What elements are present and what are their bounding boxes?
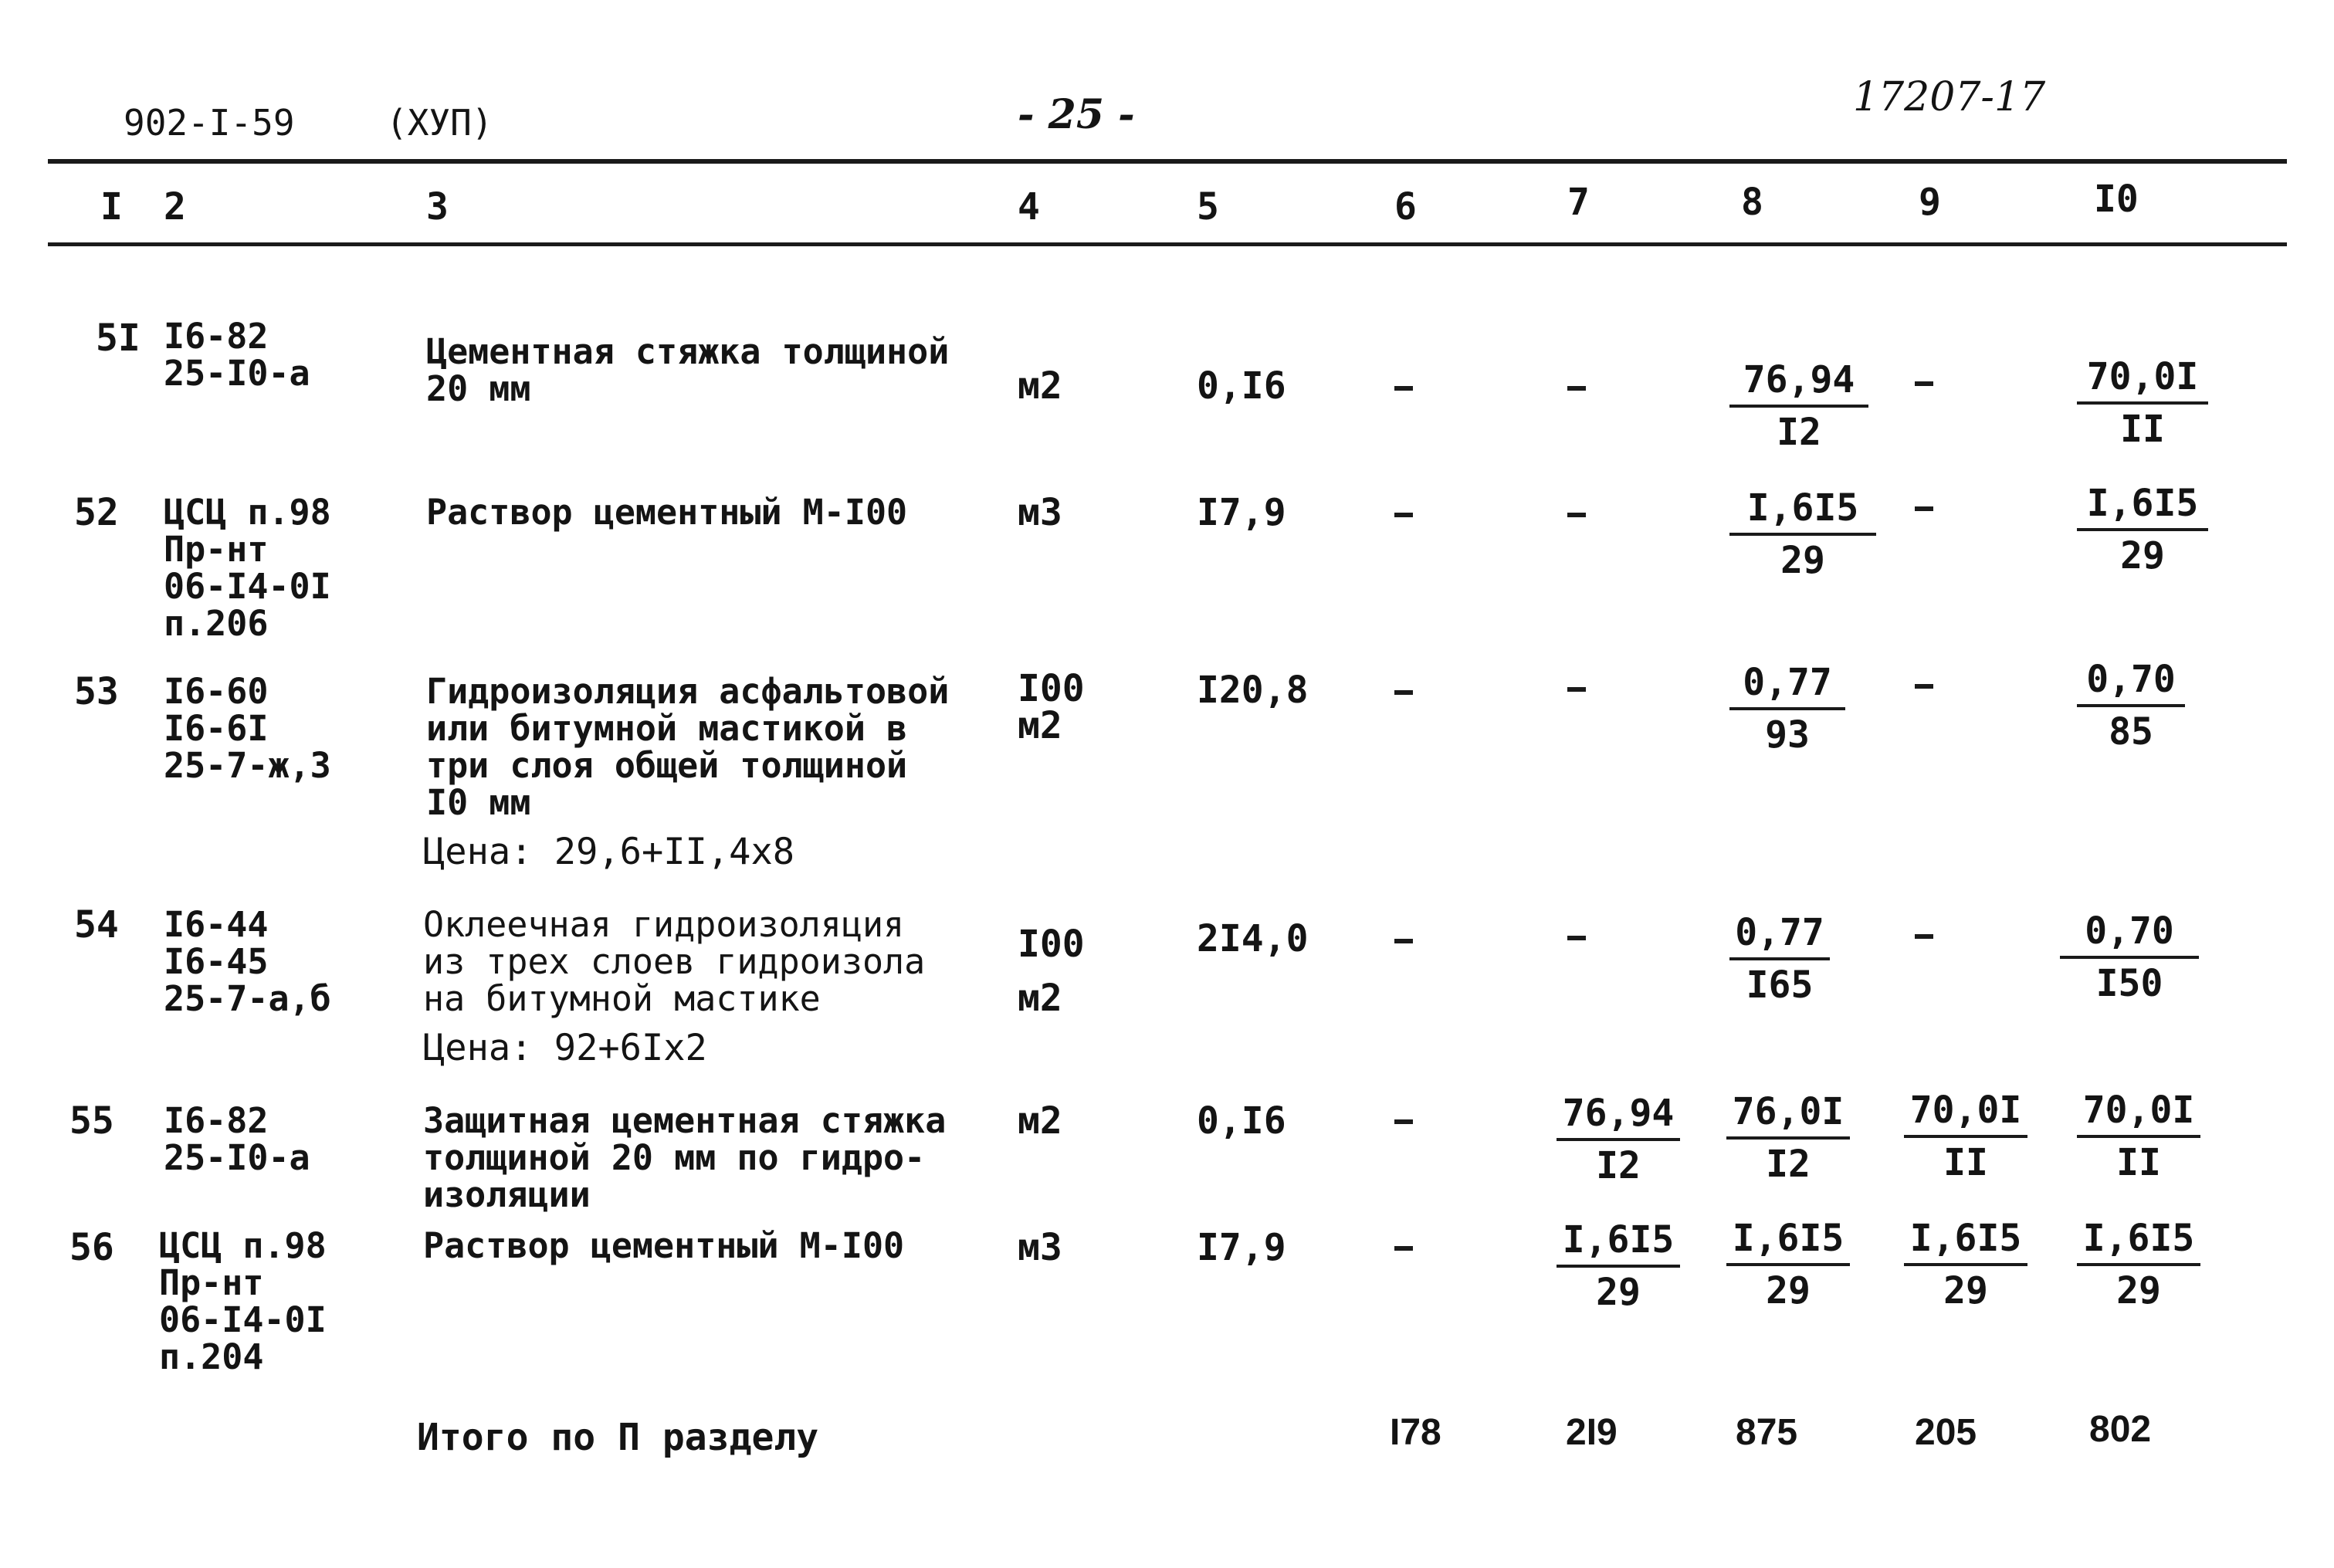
section-code: (XУП) — [386, 102, 493, 144]
price-fraction — [2077, 479, 2208, 581]
fraction-numerator: 76,94 — [1729, 355, 1868, 408]
row-number: 54 — [74, 903, 119, 947]
fraction-numerator: 76,94 — [1557, 1089, 1680, 1141]
column-header-8: 8 — [1741, 181, 1763, 224]
fraction-numerator: 70,0I — [2077, 352, 2208, 405]
norm-code: I6-44 I6-45 25-7-а,б — [164, 904, 331, 1019]
fraction-denominator: II — [1943, 1141, 1988, 1184]
fraction-numerator: 0,77 — [1729, 658, 1845, 710]
price-fraction — [2077, 655, 2185, 757]
price-fraction — [1729, 483, 1876, 585]
fraction-denominator: I65 — [1746, 963, 1814, 1007]
column-header-3: 3 — [426, 185, 449, 229]
fraction-numerator: I,6I5 — [2077, 1214, 2200, 1266]
fraction-denominator: 29 — [1943, 1269, 1988, 1312]
unit: м2 — [1018, 364, 1062, 408]
unit: I00 м2 — [1018, 923, 1085, 1020]
fraction-denominator: 93 — [1765, 713, 1810, 757]
work-name: Цементная стяжка толщиной 20 мм — [426, 331, 950, 409]
quantity: 2I4,0 — [1197, 917, 1309, 960]
row-number: 52 — [74, 491, 119, 534]
row-number: 5I — [96, 317, 141, 360]
row-number: 56 — [69, 1226, 114, 1269]
price-fraction — [1557, 1089, 1680, 1190]
empty-dash — [1915, 506, 1933, 511]
column-header-9: 9 — [1919, 181, 1941, 224]
fraction-denominator: II — [2120, 408, 2165, 451]
fraction-denominator: I50 — [2095, 962, 2163, 1005]
empty-dash — [1394, 386, 1413, 391]
fraction-numerator: I,6I5 — [2077, 479, 2208, 531]
empty-dash — [1915, 381, 1933, 386]
norm-code: ЦСЦ п.98 Пр-нт 06-I4-0I п.206 — [164, 492, 331, 644]
quantity: 0,I6 — [1197, 1099, 1286, 1143]
row-number: 53 — [74, 670, 119, 713]
column-header-10: I0 — [2094, 178, 2139, 221]
fraction-denominator: 29 — [2120, 534, 2165, 577]
norm-code: I6-82 25-I0-a — [164, 316, 310, 394]
price-fraction — [1904, 1085, 2027, 1187]
price-formula: Цена: 29,6+II,4x8 — [423, 831, 795, 873]
total-col-8: 875 — [1736, 1412, 1798, 1453]
price-fraction — [1904, 1214, 2027, 1316]
work-name: Гидроизоляция асфальтовой или битумной мастикой в три слоя общей толщиной I0 мм — [426, 671, 950, 823]
work-name: Раствор цементный М-I00 — [426, 492, 908, 533]
quantity: 0,I6 — [1197, 364, 1286, 408]
price-fraction — [1726, 1087, 1850, 1189]
fraction-denominator: 29 — [1596, 1271, 1641, 1314]
fraction-denominator: 29 — [1766, 1269, 1811, 1312]
column-header-2: 2 — [164, 185, 186, 229]
fraction-numerator: 0,70 — [2060, 906, 2199, 959]
fraction-denominator: 29 — [2116, 1269, 2161, 1312]
total-col-9: 205 — [1915, 1412, 1977, 1453]
column-header-5: 5 — [1197, 185, 1219, 229]
column-header-1: I — [100, 185, 123, 229]
empty-dash — [1567, 936, 1586, 940]
fraction-denominator: 85 — [2109, 710, 2153, 754]
work-name: Раствор цементный М-I00 — [423, 1225, 905, 1266]
price-formula: Цена: 92+6Ix2 — [423, 1027, 707, 1069]
empty-dash — [1394, 1119, 1413, 1124]
unit: м3 — [1018, 1226, 1062, 1269]
unit: м2 — [1018, 1099, 1062, 1143]
norm-code: I6-82 25-I0-a — [164, 1100, 310, 1178]
quantity: I7,9 — [1197, 491, 1286, 534]
quantity: I20,8 — [1197, 669, 1309, 712]
fraction-numerator: I,6I5 — [1729, 483, 1876, 536]
work-name: Оклеечная гидроизоляция из трех слоев гидроизола на битумной мастике — [423, 904, 926, 1019]
quantity: I7,9 — [1197, 1226, 1286, 1269]
unit: I00 м2 — [1018, 667, 1085, 747]
fraction-numerator: 76,0I — [1726, 1087, 1850, 1140]
price-fraction — [1726, 1214, 1850, 1316]
fraction-numerator: 0,70 — [2077, 655, 2185, 707]
price-fraction — [2077, 352, 2208, 454]
empty-dash — [1567, 386, 1586, 391]
price-fraction — [1557, 1215, 1680, 1317]
work-name: Защитная цементная стяжка толщиной 20 мм по гидро- изоляции — [423, 1100, 947, 1215]
price-fraction — [1729, 658, 1845, 760]
total-col-10: 802 — [2089, 1409, 2152, 1450]
empty-dash — [1567, 513, 1586, 517]
fraction-numerator: 70,0I — [2077, 1085, 2200, 1138]
fraction-numerator: 0,77 — [1729, 908, 1830, 960]
norm-code: I6-60 I6-6I 25-7-ж,3 — [164, 671, 331, 786]
column-header-6: 6 — [1394, 185, 1417, 229]
page-number: - 25 - — [1018, 91, 1135, 138]
header-rule-top — [48, 159, 2287, 164]
price-fraction — [2077, 1214, 2200, 1316]
empty-dash — [1567, 687, 1586, 692]
total-col-6: I78 — [1390, 1412, 1441, 1453]
fraction-denominator: I2 — [1777, 411, 1821, 454]
fraction-denominator: I2 — [1596, 1144, 1641, 1187]
fraction-numerator: 70,0I — [1904, 1085, 2027, 1138]
empty-dash — [1394, 513, 1413, 517]
document-code: 902-I-59 — [124, 102, 295, 144]
unit: м3 — [1018, 491, 1062, 534]
column-header-4: 4 — [1018, 185, 1040, 229]
price-fraction — [2077, 1085, 2200, 1187]
empty-dash — [1915, 684, 1933, 689]
fraction-numerator: I,6I5 — [1557, 1215, 1680, 1268]
header-rule-bottom — [48, 242, 2287, 246]
empty-dash — [1394, 690, 1413, 695]
price-fraction — [1729, 355, 1868, 457]
price-fraction — [1729, 908, 1830, 1010]
price-fraction — [2060, 906, 2199, 1008]
empty-dash — [1394, 1246, 1413, 1251]
fraction-denominator: II — [2116, 1141, 2161, 1184]
empty-dash — [1394, 939, 1413, 943]
fraction-numerator: I,6I5 — [1726, 1214, 1850, 1266]
row-number: 55 — [69, 1099, 114, 1143]
total-col-7: 2I9 — [1566, 1412, 1618, 1453]
empty-dash — [1915, 934, 1933, 939]
fraction-numerator: I,6I5 — [1904, 1214, 2027, 1266]
column-header-7: 7 — [1567, 181, 1590, 224]
total-label: Итого по П разделу — [417, 1416, 819, 1459]
norm-code: ЦСЦ п.98 Пр-нт 06-I4-0I п.204 — [159, 1225, 327, 1377]
sheet-reference: 17207-17 — [1853, 74, 2046, 120]
fraction-denominator: 29 — [1780, 539, 1825, 582]
fraction-denominator: I2 — [1766, 1143, 1811, 1186]
